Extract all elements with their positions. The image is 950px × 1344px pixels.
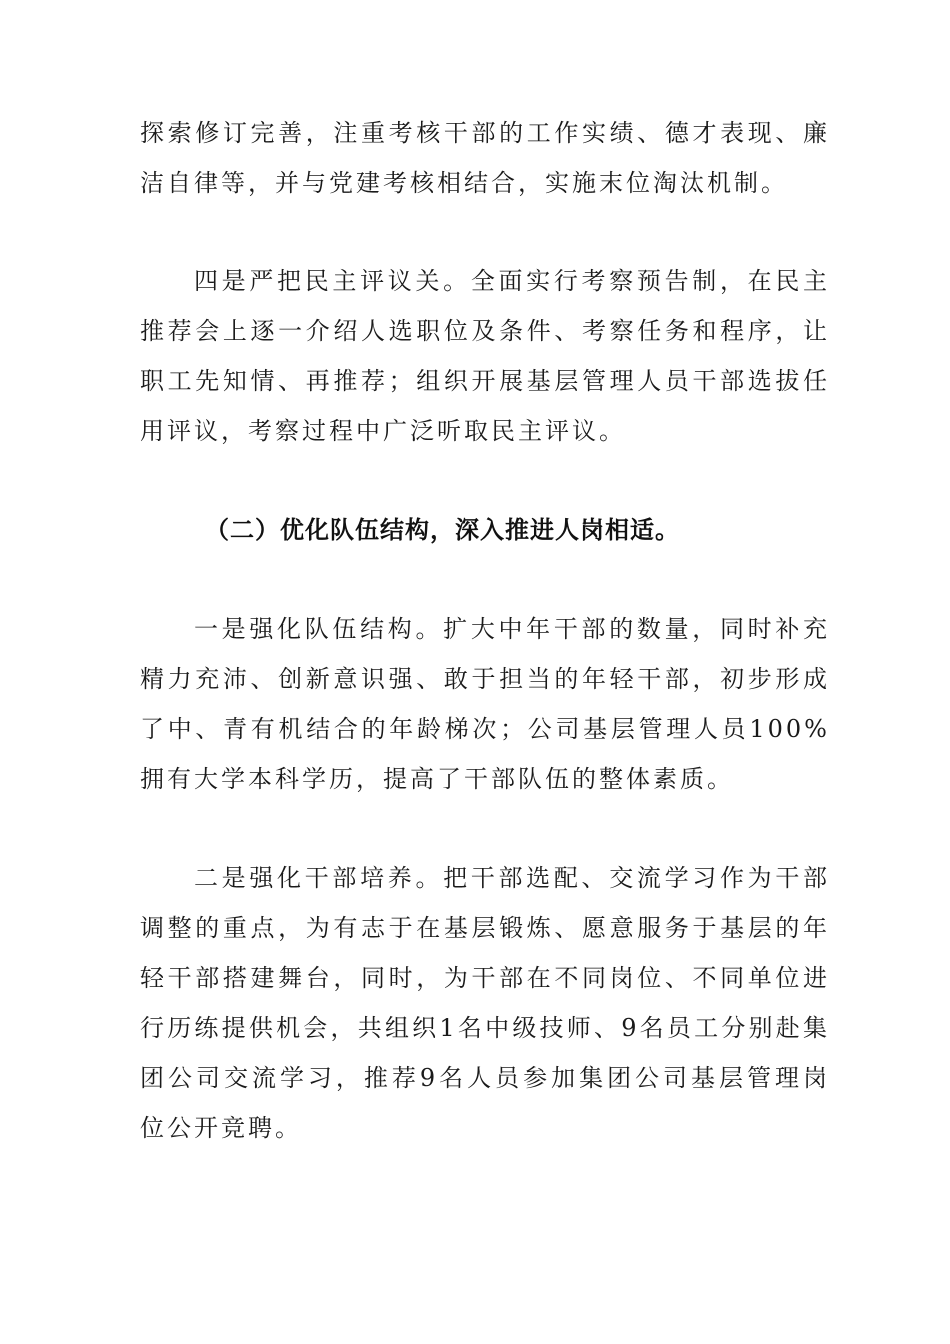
paragraph-democratic-review: 四是严把民主评议关。全面实行考察预告制，在民主推荐会上逐一介绍人选职位及条件、考察任务和程序，让职工先知情、再推荐；组织开展基层管理人员干部选拔任用评议，考察过程中广泛听取民主评议。 (140, 267, 830, 445)
paragraph-assessment-revision: 探索修订完善，注重考核干部的工作实绩、德才表现、廉洁自律等，并与党建考核相结合，实施末位淘汰机制。 (140, 119, 830, 197)
paragraph-cadre-training: 二是强化干部培养。把干部选配、交流学习作为干部调整的重点，为有志于在基层锻炼、愿意服务于基层的年轻干部搭建舞台，同时，为干部在不同岗位、不同单位进行历练提供机会，共组织1名中级技师、9名员工分别赴集团公司交流学习，推荐9名人员参加集团公司基层管理岗位公开竞聘。 (140, 864, 830, 1142)
section-heading-2: （二）优化队伍结构，深入推进人岗相适。 (205, 516, 680, 544)
paragraph-team-structure: 一是强化队伍结构。扩大中年干部的数量，同时补充精力充沛、创新意识强、敢于担当的年轻干部，初步形成了中、青有机结合的年龄梯次；公司基层管理人员100%拥有大学本科学历，提高了干部队伍的整体素质。 (140, 615, 830, 793)
